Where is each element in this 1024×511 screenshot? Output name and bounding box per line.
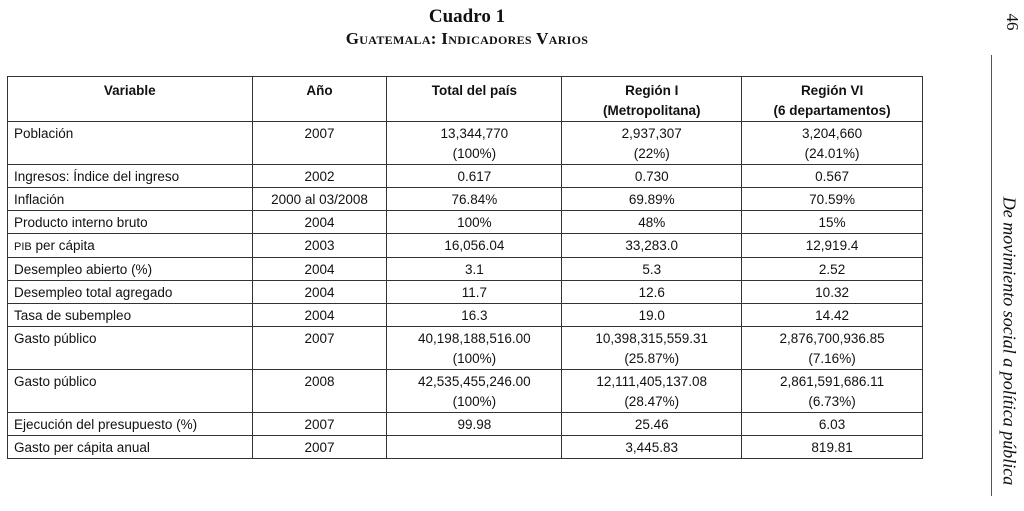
- cell-region-1-value: 3,445.83: [625, 440, 678, 455]
- table-row: [8, 304, 923, 327]
- indicators-table: [7, 76, 923, 459]
- cell-total: [387, 413, 562, 436]
- cell-total: [387, 211, 562, 234]
- cell-total-value: 0.617: [457, 169, 492, 184]
- cell-year: [252, 281, 387, 304]
- cell-region-1-value: 12,111,405,137.08: [596, 374, 708, 389]
- cell-region-6-value: 10.32: [815, 285, 849, 300]
- table-row: [8, 413, 923, 436]
- cell-year: [252, 211, 387, 234]
- cell-variable-value: Desempleo abierto (%): [14, 262, 153, 277]
- cell-total: [387, 188, 562, 211]
- cell-region-6: [742, 122, 923, 165]
- header-variable: Variable: [8, 77, 253, 122]
- cell-total-percent: (100%): [452, 394, 497, 409]
- cell-region-1-value: 69.89%: [628, 192, 675, 207]
- cell-total-percent: (100%): [452, 146, 497, 161]
- cell-total-value: 76.84%: [451, 192, 498, 207]
- cell-region-6-value: 14.42: [815, 308, 849, 323]
- cell-variable: [8, 234, 253, 258]
- page-number: 46: [1003, 13, 1022, 31]
- cell-variable: [8, 304, 253, 327]
- header-region-6-name: Región: [800, 83, 851, 98]
- table-row: [8, 258, 923, 281]
- cell-region-6-percent: (7.16%): [808, 351, 856, 366]
- cell-total: [387, 234, 562, 258]
- cell-region-6-value: 819.81: [811, 440, 853, 455]
- cell-total-value: 99.98: [457, 417, 492, 432]
- cell-region-6-value: 2,861,591,686.11: [780, 374, 885, 389]
- table-row: [8, 234, 923, 258]
- cell-region-1: [562, 122, 742, 165]
- cell-year-value: 2007: [304, 417, 335, 432]
- cell-region-1: [562, 436, 742, 459]
- header-region-1-name: Región: [625, 83, 675, 98]
- header-region-1: [562, 77, 742, 122]
- cell-year-value: 2004: [304, 285, 335, 300]
- cell-total-value: 16,056.04: [444, 238, 505, 253]
- cell-region-6: [742, 234, 923, 258]
- cell-variable: [8, 327, 253, 370]
- cell-region-6-value: 15%: [818, 215, 846, 230]
- cell-year-value: 2004: [304, 215, 335, 230]
- cell-variable-value: Inflación: [14, 192, 65, 207]
- table-row: [8, 327, 923, 370]
- cell-variable: [8, 281, 253, 304]
- cell-region-1-value: 25.46: [634, 417, 669, 432]
- table-row: [8, 122, 923, 165]
- cell-region-1-percent: (25.87%): [624, 351, 680, 366]
- cell-variable: [8, 370, 253, 413]
- cell-variable: [8, 122, 253, 165]
- table-caption: [0, 6, 934, 50]
- table-title: Guatemala: Indicadores Varios: [345, 29, 589, 48]
- cell-variable: [8, 165, 253, 188]
- cell-region-1-value: 33,283.0: [625, 238, 678, 253]
- cell-year: [252, 234, 387, 258]
- cell-region-1-value: 2,937,307: [621, 126, 682, 141]
- cell-region-6-percent: (6.73%): [808, 394, 856, 409]
- cell-region-1: [562, 327, 742, 370]
- cell-year: [252, 436, 387, 459]
- cell-region-6-value: 3,204,660: [802, 126, 863, 141]
- cell-region-1: [562, 188, 742, 211]
- cell-region-1: [562, 258, 742, 281]
- cell-region-1: [562, 304, 742, 327]
- cell-total: [387, 122, 562, 165]
- cell-year: [252, 165, 387, 188]
- cell-region-6: [742, 281, 923, 304]
- cell-year: [252, 258, 387, 281]
- cell-region-1-value: 0.730: [634, 169, 669, 184]
- cell-variable: [8, 211, 253, 234]
- table-row: [8, 188, 923, 211]
- cell-region-1: [562, 281, 742, 304]
- margin-rule: [991, 55, 992, 496]
- cell-region-6: [742, 258, 923, 281]
- abbreviation: PIB: [14, 241, 32, 253]
- cell-region-6: [742, 436, 923, 459]
- cell-region-1-value: 12.6: [638, 285, 665, 300]
- cell-region-6-value: 2.52: [818, 262, 846, 277]
- cell-region-6-value: 0.567: [815, 169, 849, 184]
- cell-total: [387, 258, 562, 281]
- cell-total: [387, 370, 562, 413]
- cell-region-1: [562, 234, 742, 258]
- cell-variable-value: Población: [14, 126, 74, 141]
- cell-total-value: 42,535,455,246.00: [418, 374, 531, 389]
- header-year: Año: [252, 77, 387, 122]
- cell-region-6-value: 12,919.4: [805, 238, 859, 253]
- cell-region-1-value: 5.3: [642, 262, 662, 277]
- cell-region-6-value: 2,876,700,936.85: [779, 331, 885, 346]
- cell-variable-value: Desempleo total agregado: [14, 285, 173, 300]
- cell-year-value: 2008: [304, 374, 335, 389]
- cell-variable: [8, 413, 253, 436]
- cell-total: [387, 165, 562, 188]
- cell-total-percent: (100%): [452, 351, 497, 366]
- header-region-6: [742, 77, 923, 122]
- cell-year-value: 2004: [304, 308, 335, 323]
- cell-year: [252, 122, 387, 165]
- table-row: [8, 165, 923, 188]
- table-row: [8, 370, 923, 413]
- cell-region-6-value: 6.03: [818, 417, 846, 432]
- cell-total: [387, 281, 562, 304]
- table-row: [8, 436, 923, 459]
- cell-variable-value: Gasto público: [14, 374, 97, 389]
- cell-region-1-value: 48%: [638, 215, 666, 230]
- cell-region-6: [742, 211, 923, 234]
- header-region-6-sub: (6 departamentos): [773, 103, 891, 118]
- cell-region-1: [562, 413, 742, 436]
- header-region-1-sub: (Metropolitana): [602, 103, 701, 118]
- cell-year: [252, 413, 387, 436]
- cell-year: [252, 327, 387, 370]
- cell-total-value: 3.1: [464, 262, 484, 277]
- cell-year: [252, 304, 387, 327]
- cell-region-1: [562, 165, 742, 188]
- cell-variable-value: Ejecución del presupuesto (%): [14, 417, 198, 432]
- cell-total: [387, 304, 562, 327]
- cell-year-value: 2007: [304, 331, 335, 346]
- cell-region-1: [562, 370, 742, 413]
- cell-variable-value: Producto interno bruto: [14, 215, 148, 230]
- cell-variable: [8, 258, 253, 281]
- cell-total: [387, 436, 562, 459]
- cell-region-6-percent: (24.01%): [804, 146, 860, 161]
- cell-region-6: [742, 370, 923, 413]
- cell-region-1-value: 19.0: [638, 308, 665, 323]
- header-region-6-numeral: VI: [850, 83, 864, 98]
- cell-variable: [8, 436, 253, 459]
- cell-variable-value: Ingresos: Índice del ingreso: [14, 169, 180, 184]
- cell-region-6: [742, 304, 923, 327]
- header-total: Total del país: [387, 77, 562, 122]
- header-row: [8, 77, 923, 122]
- cell-region-6: [742, 327, 923, 370]
- cell-total-value: 16.3: [461, 308, 488, 323]
- cell-year: [252, 370, 387, 413]
- cell-region-6: [742, 413, 923, 436]
- cell-year-value: 2004: [304, 262, 335, 277]
- cell-total-value: 40,198,188,516.00: [418, 331, 531, 346]
- running-head: De movimiento social a política pública: [999, 196, 1020, 486]
- cell-year-value: 2007: [304, 440, 335, 455]
- cell-total: [387, 327, 562, 370]
- cell-year-value: 2002: [304, 169, 335, 184]
- cell-region-1-value: 10,398,315,559.31: [595, 331, 709, 346]
- header-region-1-numeral: I: [674, 83, 679, 98]
- cell-year-value: 2007: [304, 126, 335, 141]
- cell-variable: [8, 188, 253, 211]
- cell-total-value: 100%: [457, 215, 492, 230]
- cell-region-1: [562, 211, 742, 234]
- cell-region-6-value: 70.59%: [809, 192, 855, 207]
- cell-region-6: [742, 165, 923, 188]
- cell-variable-value: per cápita: [31, 238, 95, 253]
- cell-variable-value: Gasto per cápita anual: [14, 440, 150, 455]
- table-row: [8, 281, 923, 304]
- cell-region-6: [742, 188, 923, 211]
- cell-variable-value: Gasto público: [14, 331, 97, 346]
- cell-year: [252, 188, 387, 211]
- cell-total-value: 13,344,770: [440, 126, 509, 141]
- cell-region-1-percent: (22%): [633, 146, 670, 161]
- cell-variable-value: Tasa de subempleo: [14, 308, 132, 323]
- cell-year-value: 2003: [304, 238, 335, 253]
- cell-year-value: 2000 al 03/2008: [271, 192, 368, 207]
- table-row: [8, 211, 923, 234]
- cell-total-value: 11.7: [461, 285, 487, 300]
- cell-region-1-percent: (28.47%): [624, 394, 680, 409]
- table-number: Cuadro 1: [428, 6, 506, 27]
